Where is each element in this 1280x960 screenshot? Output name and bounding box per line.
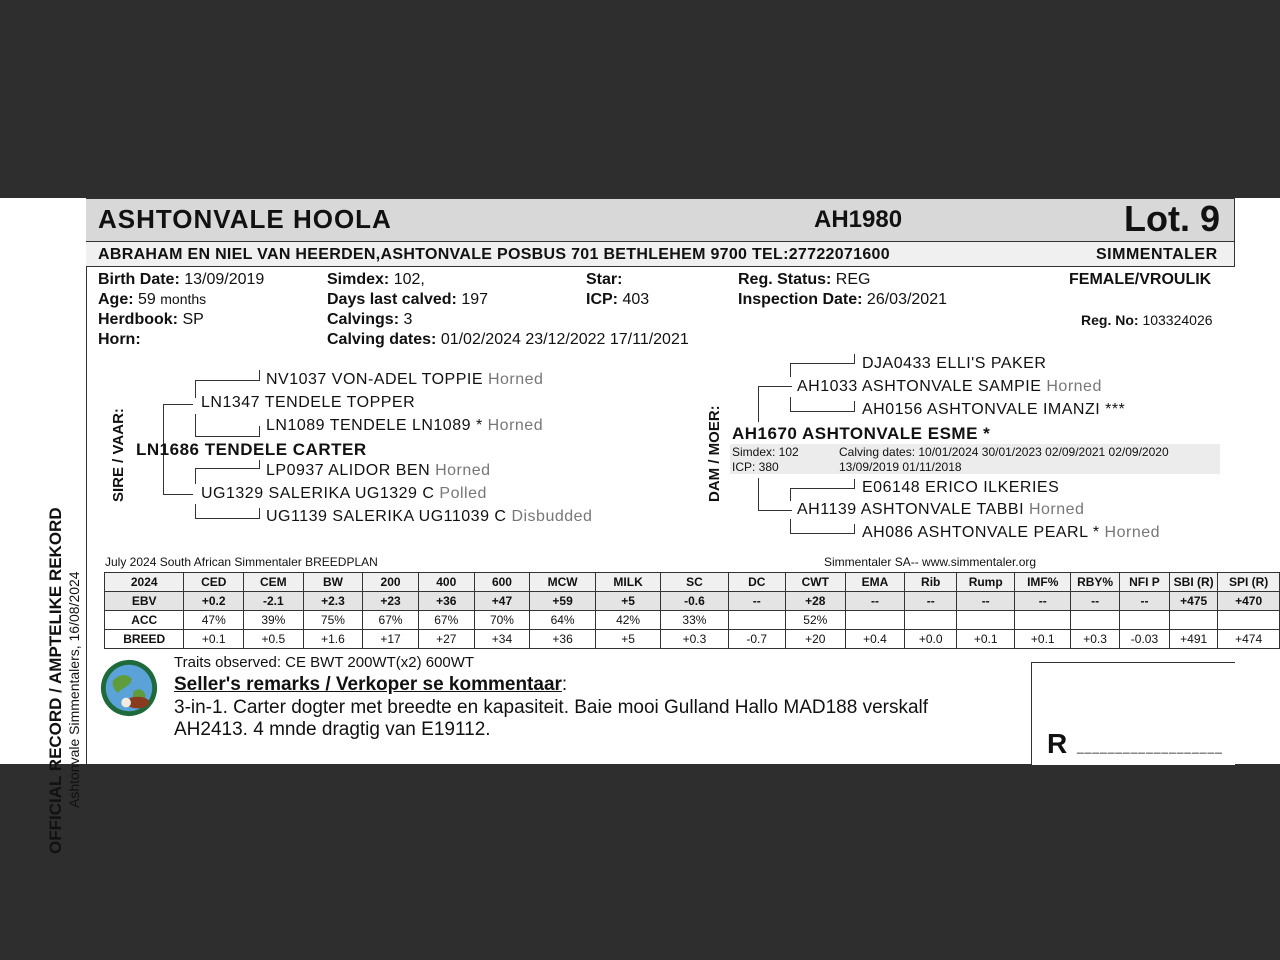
dam-simdex: Simdex: 102 (732, 445, 799, 459)
breedplan-cell: +470 (1218, 592, 1280, 611)
breedplan-cell (1071, 611, 1120, 630)
breed-row (105, 630, 1280, 649)
breedplan-cell: IMF% (1015, 573, 1071, 592)
breedplan-table (104, 572, 1280, 649)
breedplan-cell: +491 (1170, 630, 1218, 649)
dam-sire-dam: AH0156 ASHTONVALE IMANZI *** (862, 401, 1126, 418)
animal-name: ASHTONVALE HOOLA (98, 204, 392, 234)
breedplan-cell: 600 (474, 573, 530, 592)
breedplan-cell: +34 (474, 630, 530, 649)
dam-calving-dates-2: 13/09/2019 01/11/2018 (839, 460, 962, 474)
lot-card (0, 198, 1280, 854)
breedplan-cell: 67% (418, 611, 474, 630)
simdex: Simdex: 102, (327, 271, 425, 288)
calving-dates: Calving dates: 01/02/2024 23/12/2022 17/11/2021 (327, 331, 689, 348)
breedplan-cell: +5 (595, 592, 661, 611)
dam-icp: ICP: 380 (732, 460, 779, 474)
dam-sire: AH1033 ASHTONVALE SAMPIE Horned (797, 378, 1102, 395)
sire-name: LN1686 TENDELE CARTER (136, 440, 367, 459)
breedplan-cell: RBY% (1071, 573, 1120, 592)
sire-sire: LN1347 TENDELE TOPPER (201, 394, 416, 411)
breedplan-cell: CEM (244, 573, 304, 592)
breedplan-cell: +474 (1218, 630, 1280, 649)
breedplan-cell (1119, 611, 1169, 630)
star: Star: (586, 271, 623, 288)
herdbook: Herdbook: SP (98, 311, 204, 328)
breedplan-cell: +475 (1170, 592, 1218, 611)
breedplan-cell: 70% (474, 611, 530, 630)
breedplan-cell: 2024 (105, 573, 184, 592)
breedplan-cell: ACC (105, 611, 184, 630)
breedplan-cell: +0.1 (184, 630, 244, 649)
sire-dam-dam: UG1139 SALERIKA UG11039 C Disbudded (266, 508, 593, 525)
breedplan-cell: 42% (595, 611, 661, 630)
breedplan-cell: Rump (957, 573, 1015, 592)
breedplan-website: Simmentaler SA-- www.simmentaler.org (824, 555, 1037, 569)
inspection-date: Inspection Date: 26/03/2021 (738, 291, 947, 308)
breedplan-cell: CED (184, 573, 244, 592)
breed-name: SIMMENTALER (1096, 246, 1218, 263)
calvings: Calvings: 3 (327, 311, 413, 328)
breedplan-cell: -0.7 (728, 630, 785, 649)
price-blank-line[interactable]: ___________________ (1077, 740, 1223, 754)
breedplan-cell (728, 611, 785, 630)
breedplan-cell (1218, 611, 1280, 630)
breedplan-cell: +0.1 (1015, 630, 1071, 649)
remarks-line-2: AH2413. 4 mnde dragtig van E19112. (174, 719, 491, 740)
breedplan-cell: -- (1071, 592, 1120, 611)
breedplan-cell: +36 (530, 630, 596, 649)
ebv-row (105, 592, 1280, 611)
sire-label: SIRE / VAAR: (110, 408, 127, 502)
breedplan-cell: -- (1119, 592, 1169, 611)
owner-address: ABRAHAM EN NIEL VAN HEERDEN,ASHTONVALE POSBUS 701 BETHLEHEM 9700 TEL:27722071600 (98, 246, 890, 263)
breedplan-cell: -2.1 (244, 592, 304, 611)
dam-dam-sire: E06148 ERICO ILKERIES (862, 479, 1060, 496)
horn: Horn: (98, 331, 141, 348)
remarks-line-1: 3-in-1. Carter dogter met breedte en kapasiteit. Baie mooi Gulland Hallo MAD188 verskalf (174, 697, 929, 718)
breedplan-caption: July 2024 South African Simmentaler BREEDPLAN (105, 555, 378, 569)
sellers-remarks-title: Seller's remarks / Verkoper se kommentaar: (174, 674, 568, 695)
price-currency: R (1047, 728, 1068, 759)
breedplan-cell: NFI P (1119, 573, 1169, 592)
icp: ICP: 403 (586, 291, 650, 308)
breedplan-cell: DC (728, 573, 785, 592)
record-source: Ashtonvale Simmentalers, 16/08/2024 (66, 571, 82, 808)
breedplan-cell: 47% (184, 611, 244, 630)
breedplan-cell: -- (728, 592, 785, 611)
breedplan-cell: 200 (363, 573, 419, 592)
dam-dam: AH1139 ASHTONVALE TABBI Horned (797, 501, 1085, 518)
breedplan-cell: +2.3 (303, 592, 363, 611)
breedplan-cell (1015, 611, 1071, 630)
dam-label: DAM / MOER: (706, 405, 723, 502)
breedplan-cell: +59 (530, 592, 596, 611)
official-record-label: OFFICIAL RECORD / AMPTELIKE REKORD (46, 507, 65, 854)
breedplan-cell: EMA (845, 573, 905, 592)
simmentaler-globe-logo-icon (98, 658, 160, 718)
breedplan-cell: SPI (R) (1218, 573, 1280, 592)
breedplan-cell: +5 (595, 630, 661, 649)
animal-reg-code: AH1980 (814, 206, 903, 233)
sex: FEMALE/VROULIK (1069, 271, 1212, 288)
acc-row (105, 611, 1280, 630)
dam-name: AH1670 ASHTONVALE ESME * (732, 424, 991, 443)
reg-number: Reg. No: 103324026 (1081, 312, 1213, 328)
breedplan-cell: +1.6 (303, 630, 363, 649)
dam-dam-dam: AH086 ASHTONVALE PEARL * Horned (862, 524, 1161, 541)
breedplan-cell: +23 (363, 592, 419, 611)
breedplan-cell: -- (957, 592, 1015, 611)
breedplan-cell: -- (905, 592, 957, 611)
breedplan-cell: +27 (418, 630, 474, 649)
dam-sire-sire: DJA0433 ELLI'S PAKER (862, 355, 1047, 372)
breedplan-cell: 75% (303, 611, 363, 630)
lot-number: Lot. 9 (1124, 198, 1220, 239)
breedplan-cell: 67% (363, 611, 419, 630)
breedplan-cell: Rib (905, 573, 957, 592)
breedplan-cell: MILK (595, 573, 661, 592)
age: Age: 59 months (98, 291, 207, 308)
breedplan-cell: -0.6 (661, 592, 728, 611)
breedplan-cell: 52% (785, 611, 845, 630)
breedplan-cell: +28 (785, 592, 845, 611)
birth-date: Birth Date: 13/09/2019 (98, 271, 265, 288)
breedplan-cell: MCW (530, 573, 596, 592)
breedplan-cell: +0.3 (1071, 630, 1120, 649)
traits-observed: Traits observed: CE BWT 200WT(x2) 600WT (174, 654, 475, 671)
breedplan-cell: +47 (474, 592, 530, 611)
sire-sire-sire: NV1037 VON-ADEL TOPPIE Horned (266, 371, 544, 388)
breedplan-cell: -- (845, 592, 905, 611)
breedplan-cell: SBI (R) (1170, 573, 1218, 592)
breedplan-cell: +0.0 (905, 630, 957, 649)
breedplan-cell: 39% (244, 611, 304, 630)
breedplan-cell: +0.2 (184, 592, 244, 611)
breedplan-cell: +20 (785, 630, 845, 649)
breedplan-cell: -0.03 (1119, 630, 1169, 649)
breedplan-cell: 400 (418, 573, 474, 592)
breedplan-cell (957, 611, 1015, 630)
sire-dam-sire: LP0937 ALIDOR BEN Horned (266, 462, 491, 479)
breedplan-cell: +0.1 (957, 630, 1015, 649)
breedplan-cell: +17 (363, 630, 419, 649)
breedplan-cell: +0.4 (845, 630, 905, 649)
breedplan-cell: +0.5 (244, 630, 304, 649)
breedplan-cell: 33% (661, 611, 728, 630)
breedplan-cell: BREED (105, 630, 184, 649)
breedplan-cell (845, 611, 905, 630)
dam-calving-dates: Calving dates: 10/01/2024 30/01/2023 02/09/2021 02/09/2020 (839, 445, 1169, 459)
sire-sire-dam: LN1089 TENDELE LN1089 * Horned (266, 417, 544, 434)
breedplan-cell (905, 611, 957, 630)
breedplan-cell: EBV (105, 592, 184, 611)
breedplan-cell: +36 (418, 592, 474, 611)
breedplan-cell: +0.3 (661, 630, 728, 649)
breedplan-cell: -- (1015, 592, 1071, 611)
breedplan-cell: 64% (530, 611, 596, 630)
breedplan-cell (1170, 611, 1218, 630)
sire-dam: UG1329 SALERIKA UG1329 C Polled (201, 485, 487, 502)
breedplan-cell: CWT (785, 573, 845, 592)
breedplan-header-row (105, 573, 1280, 592)
reg-status: Reg. Status: REG (738, 271, 871, 288)
breedplan-cell: BW (303, 573, 363, 592)
days-last-calved: Days last calved: 197 (327, 291, 489, 308)
breedplan-cell: SC (661, 573, 728, 592)
